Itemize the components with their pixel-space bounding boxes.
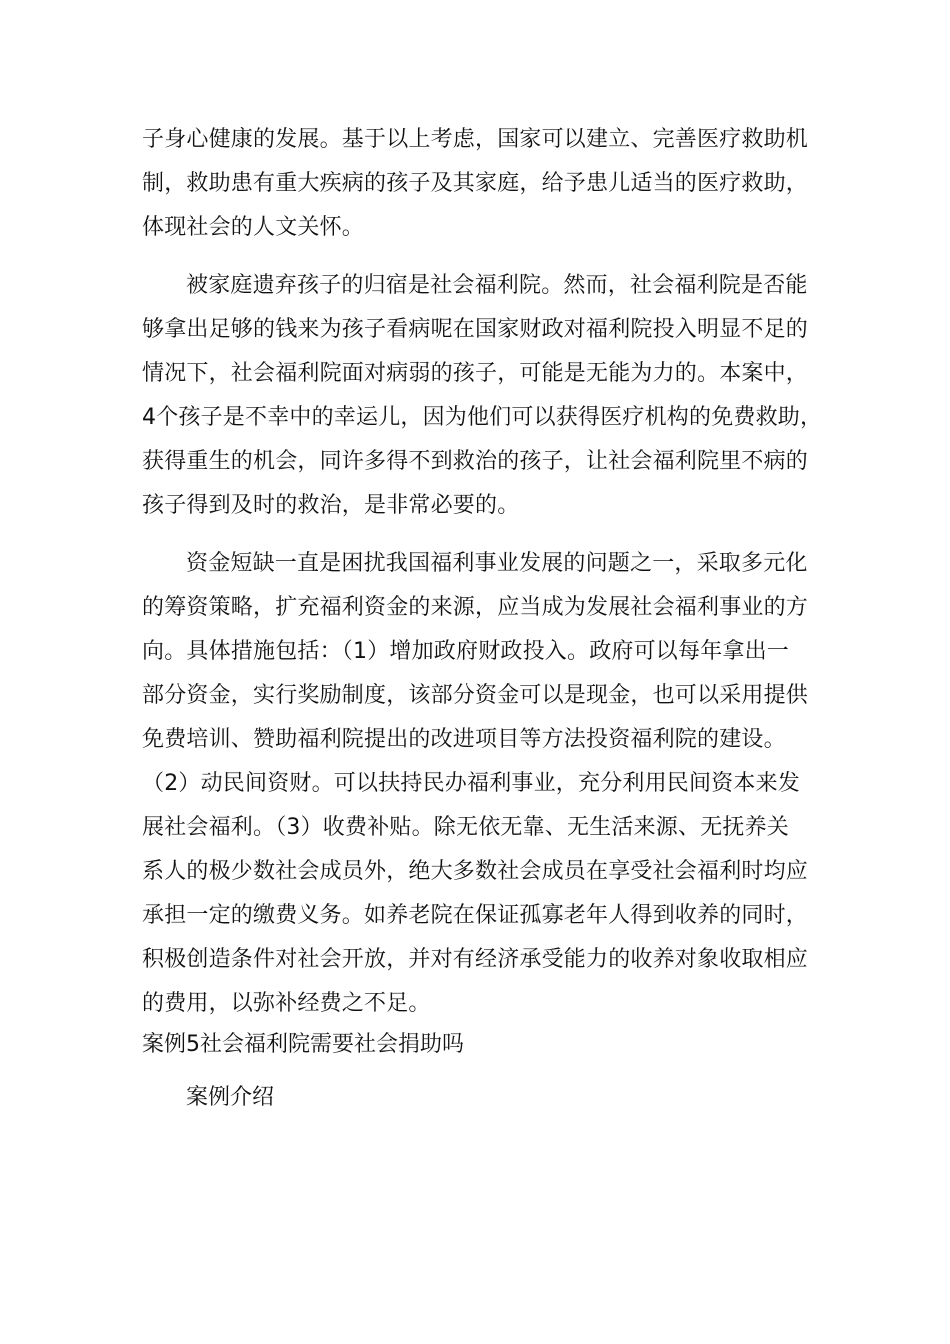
paragraph-1 <box>142 118 814 250</box>
text-line: （2）动民间资财。可以扶持民办福利事业，充分利用民间资本来发 <box>142 771 800 796</box>
text-line: 部分资金，实行奖励制度，该部分资金可以是现金，也可以采用提供 <box>142 683 809 708</box>
paragraph-2 <box>142 264 823 528</box>
text-line: 展社会福利。（3）收费补贴。除无依无靠、无生活来源、无抚养关 <box>142 815 789 840</box>
text-line: 体现社会的人文关怀。 <box>142 215 365 240</box>
text-line: 情况下，社会福利院面对病弱的孩子，可能是无能为力的。本案中， <box>142 361 809 386</box>
text-line: 子身心健康的发展。基于以上考虑，国家可以建立、完善医疗救助机 <box>142 127 809 152</box>
text-line: 的费用，以弥补经费之不足。 <box>142 991 431 1016</box>
case-subtitle: 案例介绍 <box>186 1085 275 1110</box>
text-line: 系人的极少数社会成员外，绝大多数社会成员在享受社会福利时均应 <box>142 859 809 884</box>
text-line: 制，救助患有重大疾病的孩子及其家庭，给予患儿适当的医疗救助， <box>142 171 809 196</box>
text-line: 孩子得到及时的救治，是非常必要的。 <box>142 493 520 518</box>
text-line: 免费培训、赞助福利院提出的改进项目等方法投资福利院的建设。 <box>142 727 786 752</box>
document-page <box>142 118 823 1118</box>
text-line: 获得重生的机会，同许多得不到救治的孩子，让社会福利院里不病的 <box>142 449 809 474</box>
text-line: 承担一定的缴费义务。如养老院在保证孤寡老年人得到收养的同时， <box>142 903 809 928</box>
text-line: 资金短缺一直是困扰我国福利事业发展的问题之一，采取多元化 <box>186 551 808 576</box>
text-line: 4个孩子是不幸中的幸运儿，因为他们可以获得医疗机构的免费救助， <box>142 405 823 430</box>
paragraph-3 <box>142 542 814 1026</box>
text-line: 的筹资策略，扩充福利资金的来源，应当成为发展社会福利事业的方 <box>142 595 809 620</box>
text-line: 积极创造条件对社会开放，并对有经济承受能力的收养对象收取相应 <box>142 947 809 972</box>
text-line: 够拿出足够的钱来为孩子看病呢在国家财政对福利院投入明显不足的 <box>142 317 809 342</box>
text-line: 被家庭遗弃孩子的归宿是社会福利院。然而，社会福利院是否能 <box>186 273 808 298</box>
case-title: 案例5社会福利院需要社会捐助吗 <box>142 1032 464 1057</box>
text-line: 向。具体措施包括：（1）增加政府财政投入。政府可以每年拿出一 <box>142 639 789 664</box>
